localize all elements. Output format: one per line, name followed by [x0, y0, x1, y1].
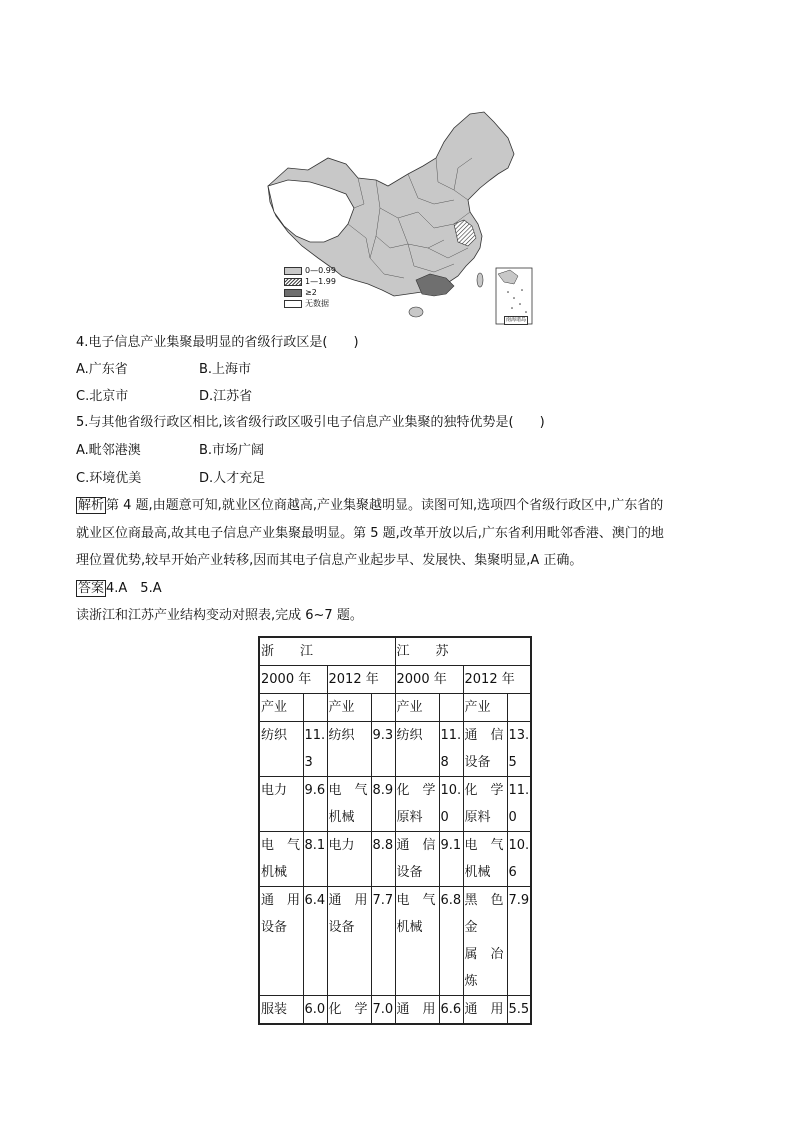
industry-value-cell: [439, 887, 463, 996]
cell-line: 7.0: [372, 1002, 394, 1017]
cell-line: 电 气: [464, 838, 504, 853]
industry-name-cell: [259, 996, 303, 1025]
answer-tag: 答案: [78, 581, 105, 596]
analysis-text: 第 4 题,由题意可知,就业区位商越高,产业集聚越明显。读图可知,选项四个省级行政区中,广东省的: [106, 498, 664, 513]
q4-option-b: B.上海市: [199, 362, 252, 377]
cell-line: 服装: [261, 1002, 288, 1017]
industry-value-cell: [303, 832, 327, 887]
industry-value-cell: [507, 777, 531, 832]
cell-line: 8.9: [372, 783, 394, 798]
cell-line: 7.9: [508, 893, 530, 908]
cell-line: 炼: [464, 974, 478, 989]
legend-swatch-hatched: [284, 278, 302, 286]
header-blank: [439, 694, 463, 722]
cell-line: 化 学: [328, 1002, 368, 1017]
table-row: [259, 996, 531, 1025]
year-cell: 2000 年: [395, 666, 463, 694]
header-blank: [507, 694, 531, 722]
industry-name-cell: [327, 722, 371, 777]
q5-option-a: A.毗邻港澳: [76, 443, 141, 458]
cell-line: 电 气: [396, 893, 436, 908]
cell-line: 设备: [261, 920, 288, 935]
q4-option-c: C.北京市: [76, 389, 129, 404]
industry-value-cell: [507, 996, 531, 1025]
industry-name-cell: [463, 887, 507, 996]
industry-value-cell: [507, 887, 531, 996]
header-industry: 产业: [395, 694, 439, 722]
cell-line: 电 气: [328, 783, 368, 798]
cell-line: 通 用: [464, 1002, 504, 1017]
cell-line: 机械: [261, 865, 288, 880]
cell-line: 8.1: [304, 838, 326, 853]
cell-line: 原料: [396, 810, 423, 825]
header-industry: 产业: [327, 694, 371, 722]
header-blank: [303, 694, 327, 722]
industry-name-cell: [463, 832, 507, 887]
industry-name-cell: [463, 777, 507, 832]
cell-line: 纺织: [396, 728, 423, 743]
cell-line: 13.: [508, 728, 530, 743]
cell-line: 化 学: [396, 783, 436, 798]
header-industry: 产业: [259, 694, 303, 722]
analysis-line-2: 就业区位商最高,故其电子信息产业集聚最明显。第 5 题,改革开放以后,广东省利用毗邻香港、澳门的地: [76, 526, 664, 541]
industry-name-cell: [259, 832, 303, 887]
cell-line: 6.4: [304, 893, 326, 908]
industry-name-cell: [395, 777, 439, 832]
q4-option-d: D.江苏省: [199, 389, 253, 404]
legend-label: 无数据: [305, 299, 329, 308]
industry-value-cell: [303, 887, 327, 996]
industry-name-cell: [395, 832, 439, 887]
cell-line: 黑 色: [464, 893, 504, 908]
industry-value-cell: [439, 832, 463, 887]
cell-line: 5: [508, 755, 517, 770]
answer-text: 4.A 5.A: [106, 581, 162, 596]
industry-name-cell: [327, 777, 371, 832]
industry-table: [258, 636, 532, 1025]
cell-line: 8.8: [372, 838, 394, 853]
industry-value-cell: [439, 996, 463, 1025]
analysis-line-3: 理位置优势,较早开始产业转移,因而其电子信息产业起步早、发展快、集聚明显,A 正确。: [76, 553, 583, 568]
cell-line: 纺织: [328, 728, 355, 743]
year-cell: 2012 年: [463, 666, 531, 694]
industry-value-cell: [371, 887, 395, 996]
table-row-years: [259, 666, 531, 694]
industry-name-cell: [259, 722, 303, 777]
cell-line: 设备: [396, 865, 423, 880]
answer-line: [76, 580, 162, 598]
legend-item: [284, 298, 336, 309]
industry-name-cell: [259, 887, 303, 996]
q4-option-a: A.广东省: [76, 362, 128, 377]
industry-name-cell: [395, 722, 439, 777]
cell-line: 机械: [464, 865, 491, 880]
industry-value-cell: [303, 722, 327, 777]
cell-line: 设备: [464, 755, 491, 770]
table-row-province: [259, 637, 531, 666]
cell-line: 10.: [508, 838, 530, 853]
map-legend: [284, 265, 336, 309]
cell-line: 设备: [328, 920, 355, 935]
map-hainan-island: [409, 307, 423, 317]
cell-line: 6.6: [440, 1002, 462, 1017]
cell-line: 5.5: [508, 1002, 530, 1017]
year-cell: 2000 年: [259, 666, 327, 694]
legend-swatch-dark: [284, 289, 302, 297]
industry-value-cell: [371, 777, 395, 832]
industry-value-cell: [371, 722, 395, 777]
cell-line: 通 用: [261, 893, 301, 908]
cell-line: 电力: [261, 783, 288, 798]
table-row: [259, 832, 531, 887]
inset-label: 南海诸岛: [506, 317, 527, 323]
cell-line: 10.: [440, 783, 462, 798]
cell-line: 0: [508, 810, 517, 825]
header-industry: 产业: [463, 694, 507, 722]
industry-value-cell: [507, 832, 531, 887]
cell-line: 通 用: [328, 893, 368, 908]
map-taiwan-island: [477, 273, 483, 287]
cell-line: 6: [508, 865, 517, 880]
industry-name-cell: [327, 887, 371, 996]
cell-line: 机械: [328, 810, 355, 825]
industry-name-cell: [395, 887, 439, 996]
question-4-stem: 4.电子信息产业集聚最明显的省级行政区是( ): [76, 335, 359, 350]
industry-value-cell: [371, 832, 395, 887]
header-blank: [371, 694, 395, 722]
q5-option-d: D.人才充足: [199, 471, 266, 486]
question-5-stem: 5.与其他省级行政区相比,该省级行政区吸引电子信息产业集聚的独特优势是( ): [76, 415, 545, 430]
industry-name-cell: [463, 722, 507, 777]
year-cell: 2012 年: [327, 666, 395, 694]
cell-line: 6.8: [440, 893, 462, 908]
table-row: [259, 722, 531, 777]
legend-label: ≥2: [305, 288, 317, 297]
cell-line: 9.3: [372, 728, 394, 743]
cell-line: 11.: [304, 728, 326, 743]
province-zhejiang: 浙 江: [259, 637, 395, 666]
industry-value-cell: [507, 722, 531, 777]
industry-name-cell: [463, 996, 507, 1025]
q5-option-c: C.环境优美: [76, 471, 142, 486]
legend-label: 1—1.99: [305, 277, 336, 286]
cell-line: 通 信: [464, 728, 504, 743]
cell-line: 机械: [396, 920, 423, 935]
legend-label: 0—0.99: [305, 266, 336, 275]
cell-line: 9.6: [304, 783, 326, 798]
legend-swatch-light: [284, 267, 302, 275]
cell-line: 3: [304, 755, 313, 770]
cell-line: 通 信: [396, 838, 436, 853]
cell-line: 11.: [440, 728, 462, 743]
industry-value-cell: [371, 996, 395, 1025]
cell-line: 6.0: [304, 1002, 326, 1017]
analysis-tag: 解析: [78, 498, 105, 513]
industry-value-cell: [303, 996, 327, 1025]
cell-line: 7.7: [372, 893, 394, 908]
industry-name-cell: [327, 832, 371, 887]
industry-name-cell: [327, 996, 371, 1025]
table-row: [259, 777, 531, 832]
table-row-header: [259, 694, 531, 722]
cell-line: 电 气: [261, 838, 301, 853]
analysis-line-1: [76, 497, 663, 515]
industry-value-cell: [439, 777, 463, 832]
legend-item: [284, 265, 336, 276]
legend-swatch-empty: [284, 300, 302, 308]
industry-value-cell: [439, 722, 463, 777]
industry-name-cell: [259, 777, 303, 832]
cell-line: 通 用: [396, 1002, 436, 1017]
cell-line: 8: [440, 755, 449, 770]
cell-line: 11.: [508, 783, 530, 798]
cell-line: 化 学: [464, 783, 504, 798]
table-row: [259, 887, 531, 996]
cell-line: 电力: [328, 838, 355, 853]
cell-line: 0: [440, 810, 449, 825]
table-intro: 读浙江和江苏产业结构变动对照表,完成 6~7 题。: [76, 608, 363, 623]
cell-line: 纺织: [261, 728, 288, 743]
cell-line: 金: [464, 920, 478, 935]
industry-value-cell: [303, 777, 327, 832]
q5-option-b: B.市场广阔: [199, 443, 265, 458]
cell-line: 9.1: [440, 838, 462, 853]
industry-name-cell: [395, 996, 439, 1025]
legend-item: [284, 276, 336, 287]
legend-item: [284, 287, 336, 298]
cell-line: 属 冶: [464, 947, 504, 962]
province-jiangsu: 江 苏: [395, 637, 531, 666]
cell-line: 原料: [464, 810, 491, 825]
